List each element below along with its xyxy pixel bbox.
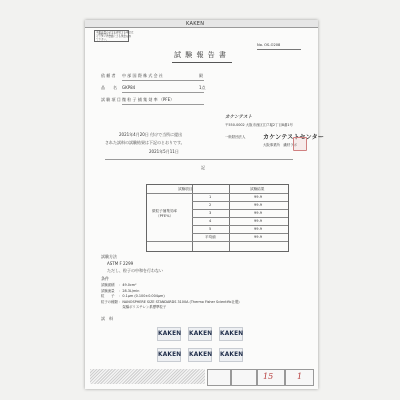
- table-row-no: 4: [209, 218, 212, 223]
- client-label: 依 頼 者: [101, 73, 116, 78]
- table-row-value: 99.9: [254, 202, 263, 207]
- issue-date: 2021年5月11日: [149, 149, 179, 154]
- test-item-label: 試 験 項 目: [101, 97, 121, 102]
- method-heading: 試験方法: [101, 254, 117, 259]
- table-row-no: 1: [209, 194, 212, 199]
- table-row-divider: [192, 217, 288, 218]
- table-row-no: 5: [209, 226, 212, 231]
- copy-notice-line: 本報告書の全文を複写する場合は: [96, 31, 134, 34]
- copy-notice-line: 一般財団法人カケンテスト: [96, 33, 126, 37]
- condition-value: ：28.3L/min: [119, 288, 140, 293]
- product-value: GKP84: [122, 85, 136, 90]
- condition-value: ：NANOSPHERE SIZE STANDARDS 3100A (Thermo Fisher Scientific社製): [119, 299, 240, 304]
- sample-label-image: KAKEN: [157, 348, 181, 362]
- ki-mark: 記: [201, 165, 205, 170]
- hatched-band: [90, 369, 205, 384]
- header-bar: [85, 20, 318, 28]
- sample-label-image: KAKEN: [157, 327, 181, 341]
- table-row-value: 99.9: [254, 194, 263, 199]
- method-note: ただし、粒子の中和を行わない: [107, 268, 163, 273]
- results-table: [146, 184, 289, 252]
- sample-label-image: KAKEN: [188, 348, 212, 362]
- issuer-address: 〒550-0002 大阪市西区江戸堀2丁目8番1号: [225, 123, 293, 127]
- statement-line: された試料の試験結果は下記のとおりです。: [105, 140, 185, 145]
- table-header-result: 試験結果: [250, 186, 265, 191]
- table-row-value: 99.9: [254, 210, 263, 215]
- test-item-value: 微 粒 子 捕 集 効 率 （PFE）: [122, 97, 175, 102]
- table-row-divider: [192, 225, 288, 226]
- issuer-center-name: カケンテストセンター: [263, 134, 325, 141]
- condition-label: 粒子の種類: [101, 299, 118, 304]
- client-value: 中 部 国 際 株 式 会 社: [122, 73, 163, 78]
- copy-notice-box: [94, 30, 134, 42]
- condition-value: 架橋ポリスチレン系標準粒子: [119, 305, 167, 309]
- table-row-divider: [192, 209, 288, 210]
- table-row-divider: [192, 233, 288, 234]
- table-row-divider: [147, 193, 288, 194]
- footer-box: [231, 369, 257, 386]
- footer-strip: [90, 369, 313, 384]
- sample-label-image: KAKEN: [188, 327, 212, 341]
- divider: [257, 49, 301, 50]
- condition-value: ：0.1μm (0.100±0.004μm): [119, 294, 165, 298]
- sample-label-image: KAKEN: [219, 327, 243, 341]
- method-standard: ASTM F 2299: [107, 261, 134, 266]
- condition-value: ：49.0cm²: [119, 283, 137, 287]
- table-item-unit: （PFE%）: [156, 214, 174, 218]
- document-number: No. OS-O208: [257, 43, 281, 47]
- document-title: 試 験 報 告 書: [174, 51, 227, 59]
- table-row-value: 99.9: [254, 218, 263, 223]
- title-underline: [172, 62, 232, 63]
- table-avg-value: 99.9: [254, 234, 263, 239]
- copy-notice-line: て下さい。: [96, 37, 109, 41]
- footer-box: [257, 369, 285, 386]
- table-header-test: 試験項目: [178, 186, 193, 191]
- sample-heading: 試 料: [101, 316, 113, 321]
- table-row-divider: [192, 201, 288, 202]
- kaken-logo: カケンテスト: [225, 115, 253, 120]
- table-row-no: 3: [209, 210, 212, 215]
- table-row-no: 2: [209, 202, 212, 207]
- condition-label: 試験流量: [101, 288, 115, 293]
- condition-label: 試験面積: [101, 283, 115, 287]
- handwritten-mark: 1: [297, 372, 303, 381]
- table-row-value: 99.9: [254, 226, 263, 231]
- statement-line: 2021年4月20日 付けで当所に提出: [119, 132, 183, 137]
- issuer-org-type: 一般財団法人: [225, 135, 246, 139]
- issuer-branch: 大阪事業所 繊材ラボ: [263, 143, 297, 147]
- footer-box: [285, 369, 314, 386]
- header-kaken-label: KAKEN: [186, 20, 205, 27]
- conditions-heading: 条件: [101, 276, 109, 281]
- table-row-divider: [147, 241, 288, 242]
- official-seal: [293, 137, 307, 151]
- table-avg-label: 平均値: [205, 234, 216, 239]
- table-item-label: 微粒子捕集効率: [152, 209, 178, 213]
- sample-label-image: KAKEN: [219, 348, 243, 362]
- report-page: [85, 20, 325, 389]
- product-label: 品 名: [101, 85, 117, 90]
- handwritten-mark: 15: [263, 372, 274, 381]
- footer-box: [207, 369, 231, 386]
- client-suffix: 殿: [199, 73, 203, 78]
- product-count: 1点: [199, 85, 206, 90]
- condition-label: 粒 子: [101, 294, 115, 298]
- copy-notice-line: センターの書面による承認を得: [96, 35, 131, 39]
